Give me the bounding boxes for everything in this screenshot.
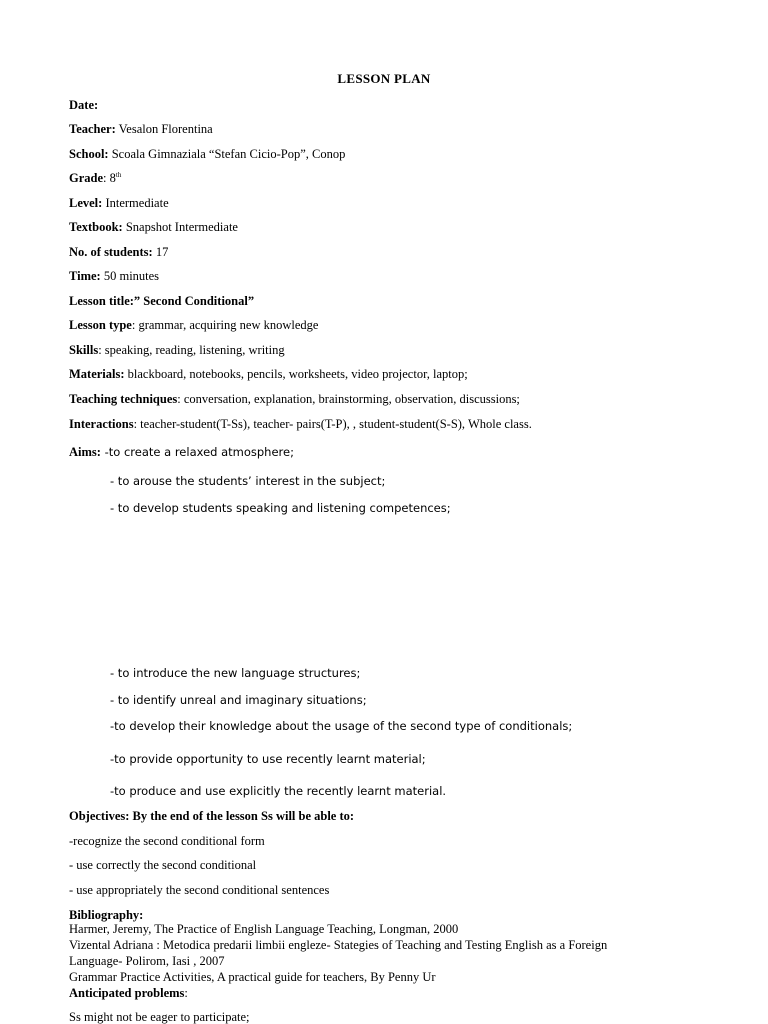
aims-first-item: -to create a relaxed atmosphere; — [100, 445, 294, 459]
lesson-type-value: : grammar, acquiring new knowledge — [131, 318, 319, 332]
bibliography-line: Vizental Adriana : Metodica predarii limbii engleze- Stategies of Teaching and Testing English as a Foreign — [69, 938, 608, 952]
materials-label: Materials: — [69, 367, 125, 381]
time-label: Time: — [69, 269, 101, 283]
interactions-value: : teacher-student(T-Ss), teacher- pairs(T-P), , student-student(S-S), Whole class. — [133, 417, 532, 431]
school-label: School: — [69, 147, 109, 161]
teacher-label: Teacher: — [69, 122, 116, 136]
textbook-value: Snapshot Intermediate — [122, 220, 238, 234]
objective-item: -recognize the second conditional form — [69, 834, 265, 848]
aim-item: - to identify unreal and imaginary situations; — [110, 693, 367, 707]
time-value: 50 minutes — [100, 269, 160, 283]
techniques-label: Teaching techniques — [69, 392, 178, 406]
lesson-title: Lesson title:” Second Conditional” — [69, 294, 255, 308]
grade-value: : 8 — [103, 171, 116, 186]
aim-item: -to produce and use explicitly the recently learnt material. — [110, 784, 447, 798]
skills-row — [69, 344, 285, 357]
textbook-row — [69, 221, 238, 234]
bibliography-heading-row — [69, 909, 143, 922]
materials-value: blackboard, notebooks, pencils, worksheets, video projector, laptop; — [124, 367, 468, 381]
skills-value: : speaking, reading, listening, writing — [98, 343, 285, 357]
interactions-label: Interactions — [69, 417, 134, 431]
interactions-row — [69, 418, 532, 431]
school-value: Scoala Gimnaziala “Stefan Cicio-Pop”, Conop — [108, 147, 346, 161]
aim-item: -to provide opportunity to use recently learnt material; — [110, 752, 426, 766]
objective-item: - use correctly the second conditional — [69, 858, 257, 872]
aims-label: Aims: — [69, 445, 101, 459]
problem-item: Ss might not be eager to participate; — [69, 1010, 250, 1024]
materials-row — [69, 368, 468, 381]
aim-item: -to develop their knowledge about the usage of the second type of conditionals; — [110, 719, 573, 733]
grade-row — [69, 172, 121, 185]
students-label: No. of students: — [69, 245, 153, 259]
aim-item: - to develop students speaking and listening competences; — [110, 501, 451, 515]
level-row — [69, 197, 169, 210]
students-row — [69, 246, 168, 259]
bibliography-line: Grammar Practice Activities, A practical guide for teachers, By Penny Ur — [69, 970, 436, 984]
level-label: Level: — [69, 196, 103, 210]
time-row — [69, 270, 159, 283]
aims-row — [69, 446, 294, 459]
bibliography-heading: Bibliography: — [69, 908, 144, 922]
problems-heading-colon: : — [184, 986, 188, 1000]
objectives-heading-row — [69, 810, 354, 823]
grade-label: Grade — [69, 171, 104, 186]
objectives-heading: Objectives: By the end of the lesson Ss will be able to: — [69, 809, 355, 823]
lesson-title-row — [69, 295, 254, 308]
bibliography-line: Harmer, Jeremy, The Practice of English Language Teaching, Longman, 2000 — [69, 922, 459, 936]
textbook-label: Textbook: — [69, 220, 123, 234]
techniques-value: : conversation, explanation, brainstorming, observation, discussions; — [177, 392, 520, 406]
teacher-value: Vesalon Florentina — [115, 122, 213, 136]
objective-item: - use appropriately the second conditional sentences — [69, 883, 330, 897]
lesson-type-row — [69, 319, 318, 332]
page-title: LESSON PLAN — [337, 71, 431, 86]
school-row — [69, 148, 345, 161]
problems-heading: Anticipated problems — [69, 986, 185, 1000]
date-row — [69, 99, 98, 112]
techniques-row — [69, 393, 520, 406]
date-label: Date: — [69, 98, 99, 112]
aim-item: - to introduce the new language structures; — [110, 666, 361, 680]
bibliography-line: Language- Polirom, Iasi , 2007 — [69, 954, 225, 968]
lesson-type-label: Lesson type — [69, 318, 132, 332]
level-value: Intermediate — [102, 196, 169, 210]
students-value: 17 — [152, 245, 169, 259]
problems-heading-row — [69, 987, 188, 1000]
teacher-row — [69, 123, 213, 136]
grade-superscript: th — [115, 171, 122, 179]
aim-item: - to arouse the students’ interest in the subject; — [110, 474, 386, 488]
skills-label: Skills — [69, 343, 99, 357]
